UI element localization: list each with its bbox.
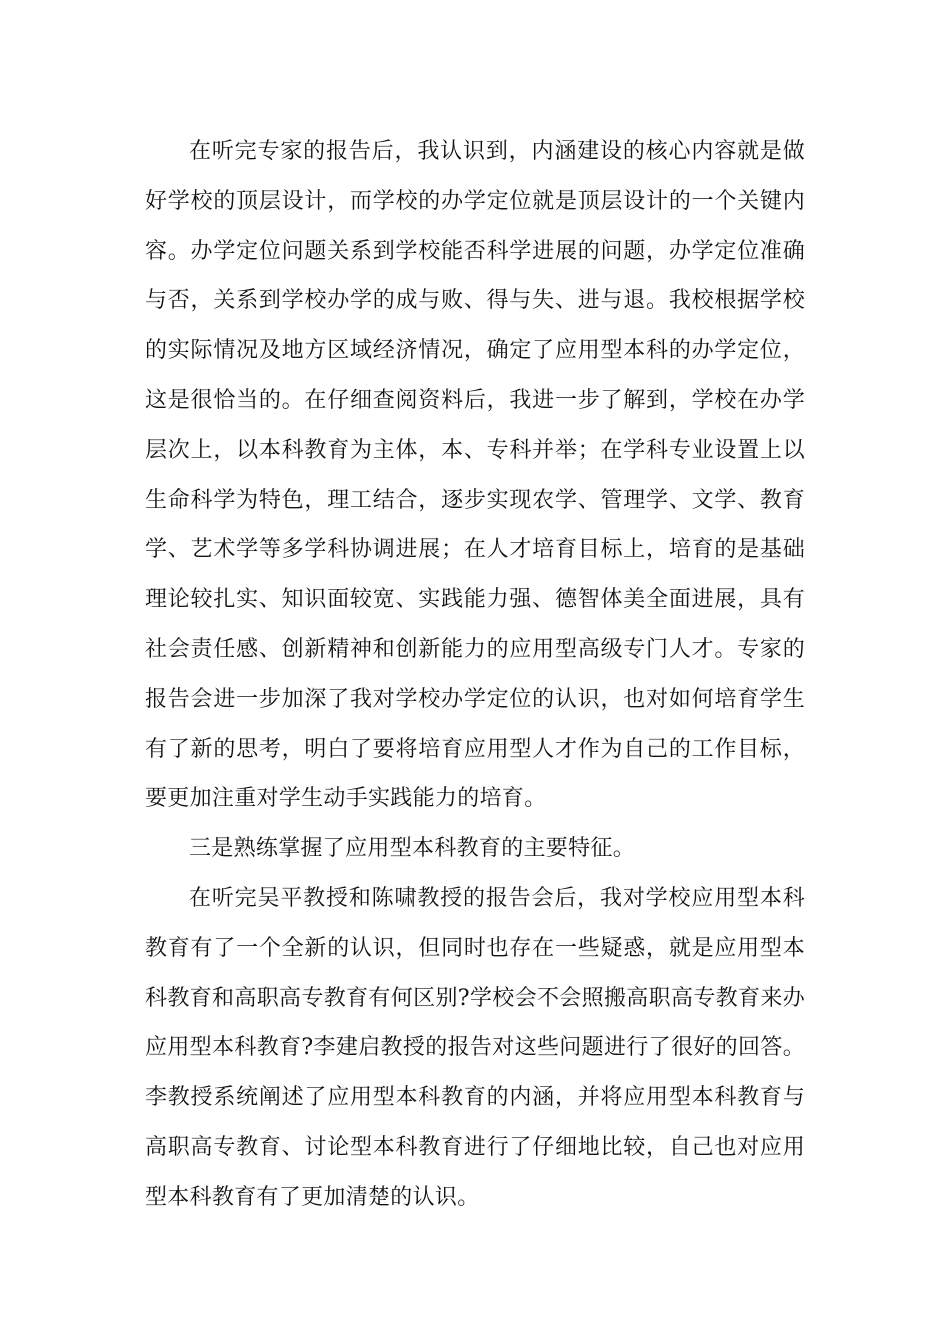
paragraph-applied-undergraduate: 在听完吴平教授和陈啸教授的报告会后，我对学校应用型本科教育有了一个全新的认识，但同时也存在一些疑惑，就是应用型本科教育和高职高专教育有何区别?学校会不会照搬高职高专教育来办应用型本科教育?李建启教授的报告对这些问题进行了很好的回答。李教授系统阐述了应用型本科教育的内涵，并将应用型本科教育与高职高专教育、讨论型本科教育进行了仔细地比较，自己也对应用型本科教育有了更加清楚的认识。	[145, 885, 805, 1210]
document-body	[145, 127, 805, 1223]
paragraph-school-positioning: 在听完专家的报告后，我认识到，内涵建设的核心内容就是做好学校的顶层设计，而学校的办学定位就是顶层设计的一个关键内容。办学定位问题关系到学校能否科学进展的问题，办学定位准确与否，关系到学校办学的成与败、得与失、进与退。我校根据学校的实际情况及地方区域经济情况，确定了应用型本科的办学定位，这是很恰当的。在仔细查阅资料后，我进一步了解到，学校在办学层次上，以本科教育为主体，本、专科并举；在学科专业设置上以生命科学为特色，理工结合，逐步实现农学、管理学、文学、教育学、艺术学等多学科协调进展；在人才培育目标上，培育的是基础理论较扎实、知识面较宽、实践能力强、德智体美全面进展，具有社会责任感、创新精神和创新能力的应用型高级专门人才。专家的报告会进一步加深了我对学校办学定位的认识，也对如何培育学生有了新的思考，明白了要将培育应用型人才作为自己的工作目标，要更加注重对学生动手实践能力的培育。	[145, 139, 805, 812]
paragraph-heading-three: 三是熟练掌握了应用型本科教育的主要特征。	[189, 836, 636, 862]
